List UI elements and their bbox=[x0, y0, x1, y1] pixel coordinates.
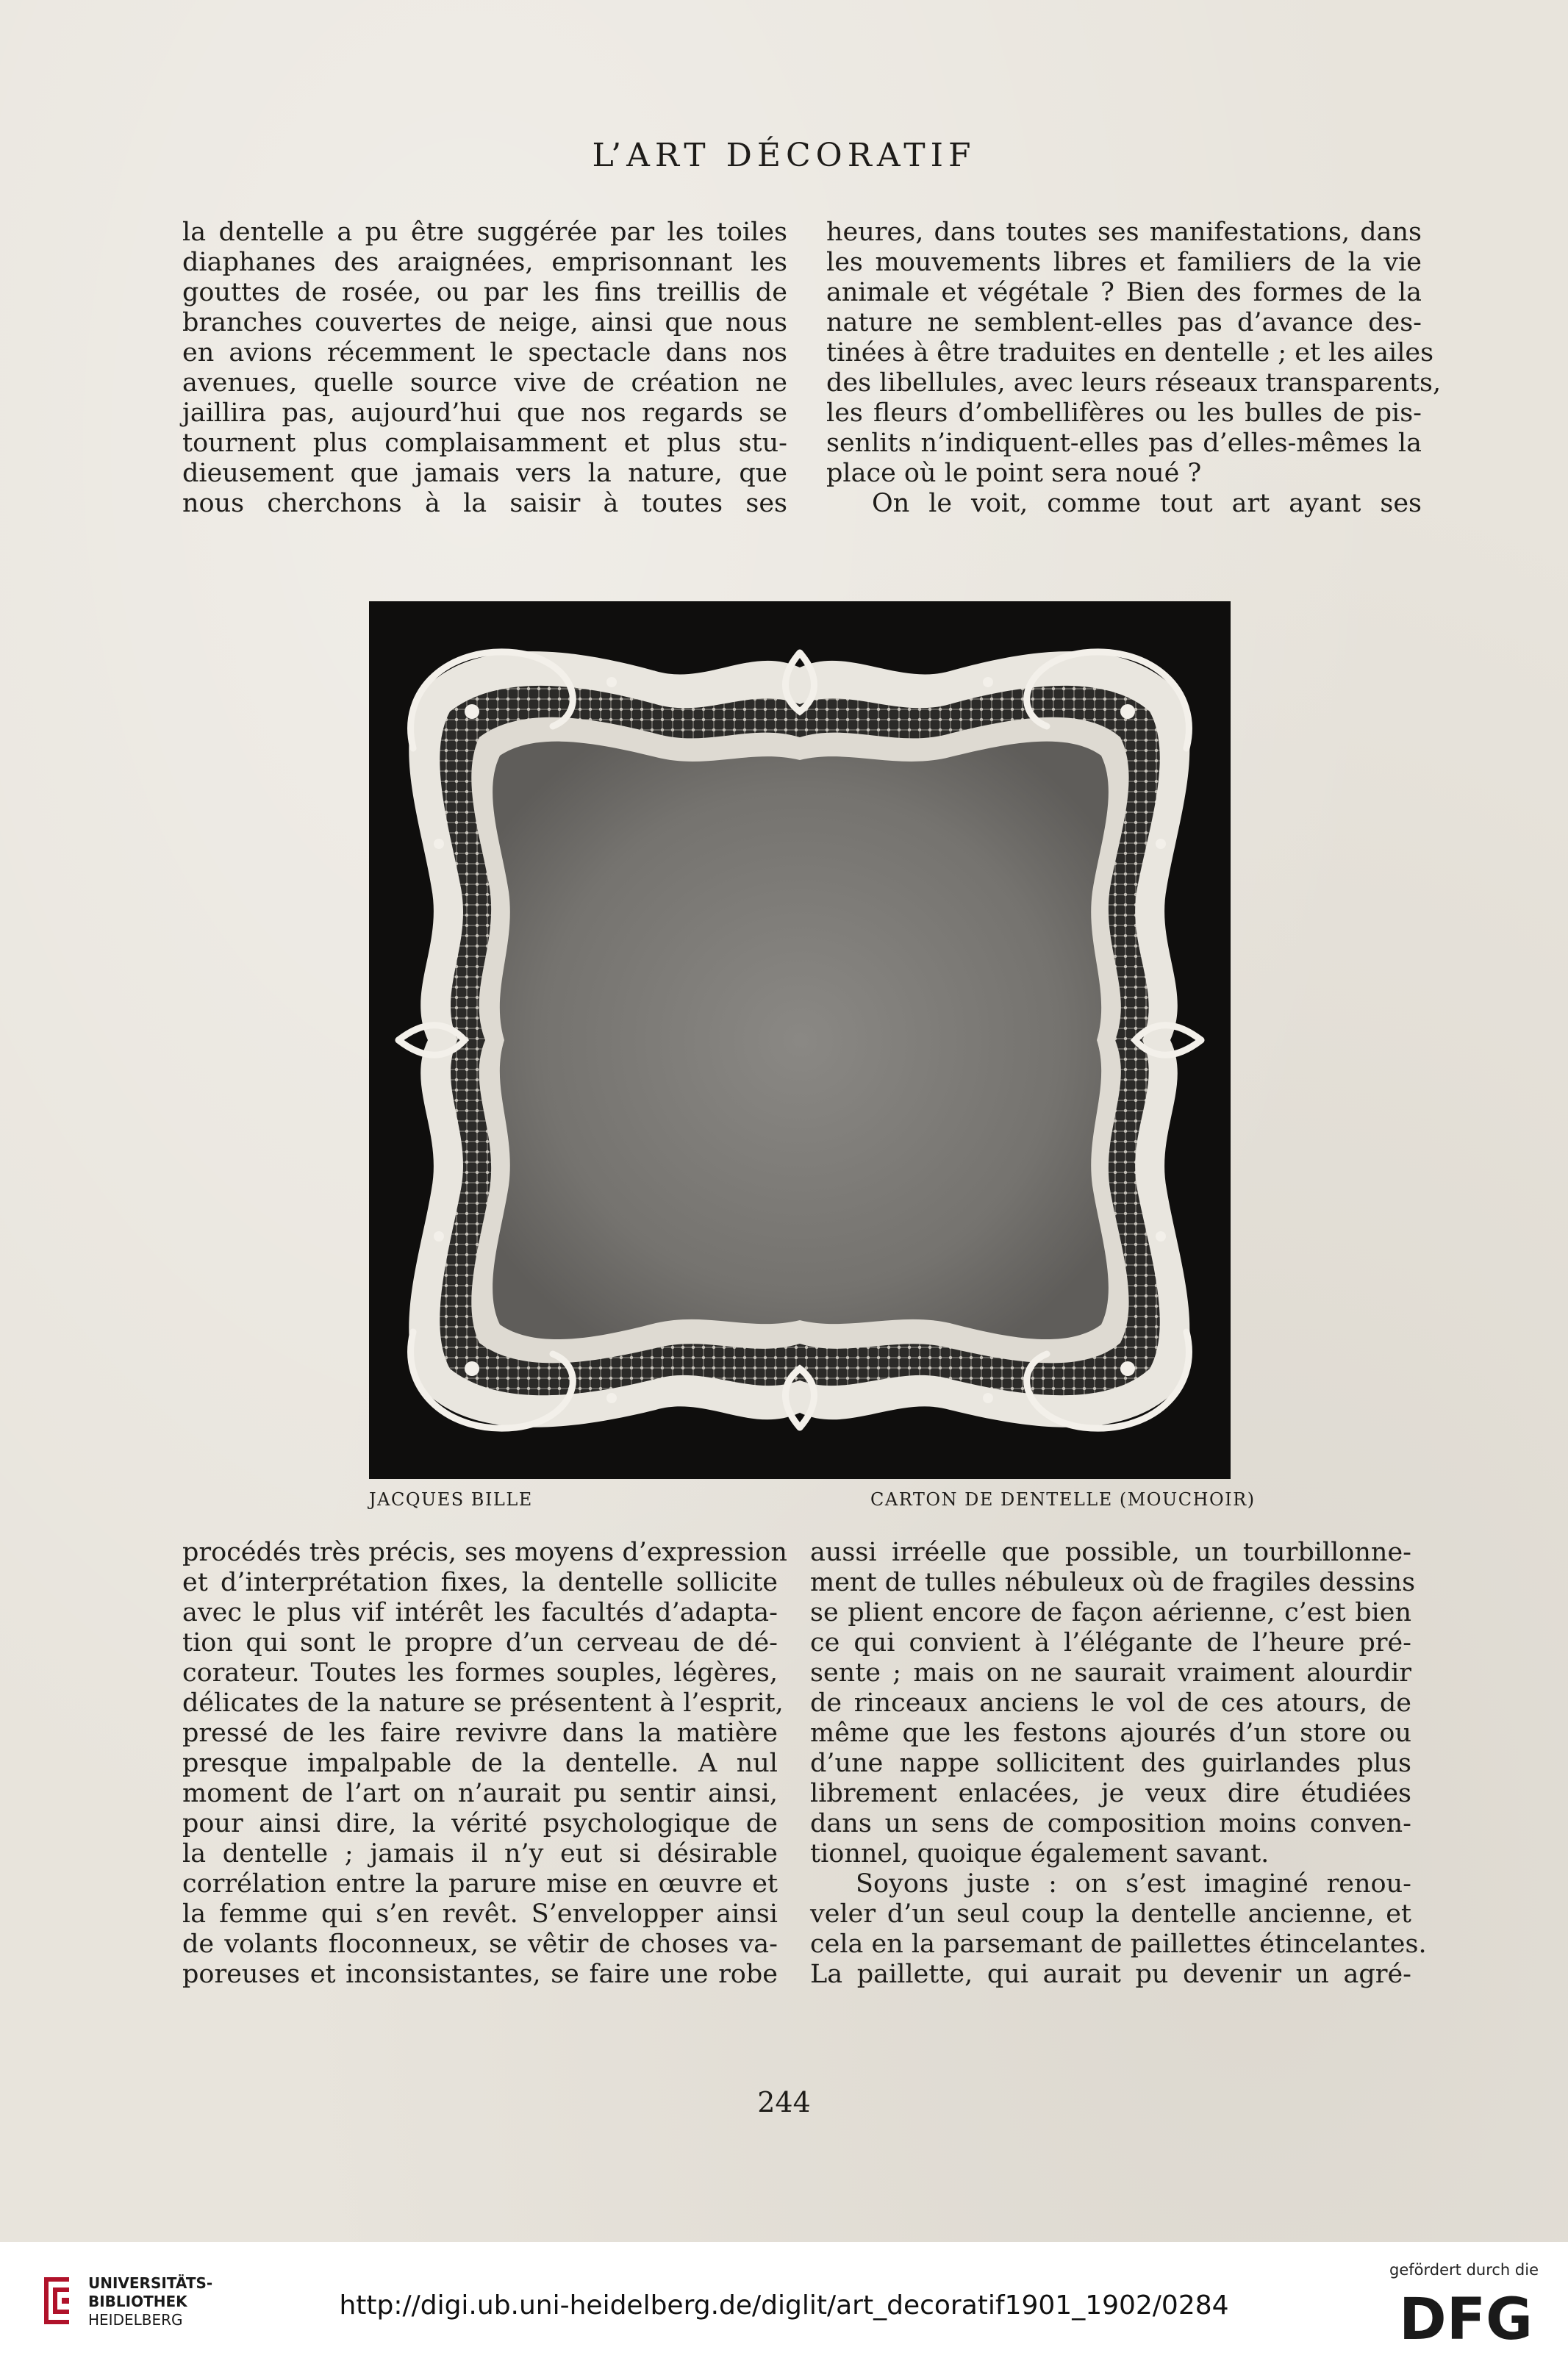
text-line: place où le point sera noué ? bbox=[826, 459, 1202, 488]
text-line: pressé de les faire revivre dans la matière bbox=[182, 1719, 778, 1748]
text-line: animale et végétale ? Bien des formes de la bbox=[826, 278, 1422, 307]
text-column-bottom-left bbox=[182, 1538, 787, 1990]
text-line: dieusement que jamais vers la nature, que bbox=[182, 459, 787, 488]
library-name-line: UNIVERSITÄTS- bbox=[88, 2274, 213, 2292]
text-line: poreuses et inconsistantes, se faire une robe bbox=[182, 1960, 778, 1989]
text-line: la dentelle a pu être suggérée par les toiles bbox=[182, 218, 787, 247]
text-line: même que les festons ajourés d’un store ou bbox=[810, 1719, 1411, 1748]
text-line: tournent plus complaisamment et plus stu- bbox=[182, 429, 787, 458]
text-column-top-right bbox=[826, 218, 1442, 519]
text-line: tinées à être traduites en dentelle ; et les ailes bbox=[826, 338, 1434, 368]
library-name-line: HEIDELBERG bbox=[88, 2311, 183, 2329]
text-line: senlits n’indiquent-elles pas d’elles-mêmes la bbox=[826, 429, 1422, 458]
text-line: procédés très précis, ses moyens d’expression bbox=[182, 1538, 787, 1567]
digitization-footer bbox=[0, 2242, 1568, 2361]
permalink-url[interactable]: http://digi.ub.uni-heidelberg.de/diglit/art_decoratif1901_1902/0284 bbox=[339, 2290, 1229, 2321]
text-line: ce qui convient à l’élégante de l’heure pré- bbox=[810, 1628, 1411, 1658]
text-line: se plient encore de façon aérienne, c’est bien bbox=[810, 1598, 1411, 1627]
text-line: tionnel, quoique également savant. bbox=[810, 1839, 1270, 1869]
text-line: jaillira pas, aujourd’hui que nos regards se bbox=[182, 398, 787, 428]
text-line: tion qui sont le propre d’un cerveau de dé- bbox=[182, 1628, 778, 1658]
text-line: corrélation entre la parure mise en œuvre et bbox=[182, 1869, 778, 1899]
text-line: librement enlacées, je veux dire étudiées bbox=[810, 1779, 1411, 1808]
text-line: délicates de la nature se présentent à l’esprit, bbox=[182, 1688, 784, 1718]
text-line: corateur. Toutes les formes souples, légères, bbox=[182, 1658, 778, 1688]
text-line: aussi irréelle que possible, un tourbillonne- bbox=[810, 1538, 1411, 1567]
lace-handkerchief-plate bbox=[369, 601, 1231, 1479]
text-column-bottom-right bbox=[810, 1538, 1427, 1990]
text-line: pour ainsi dire, la vérité psychologique de bbox=[182, 1809, 778, 1838]
text-line: et d’interprétation fixes, la dentelle sollicite bbox=[182, 1568, 778, 1597]
text-line: presque impalpable de la dentelle. A nul bbox=[182, 1749, 778, 1778]
library-name-line: BIBLIOTHEK bbox=[88, 2293, 187, 2310]
figure-caption-title: CARTON DE DENTELLE (MOUCHOIR) bbox=[870, 1489, 1256, 1510]
dfg-logo-text: DFG bbox=[1398, 2287, 1533, 2346]
text-line: gouttes de rosée, ou par les fins treillis de bbox=[182, 278, 787, 307]
funding-note: gefördert durch die bbox=[1389, 2261, 1539, 2279]
text-line: avec le plus vif intérêt les facultés d’adapta- bbox=[182, 1598, 778, 1627]
lace-border-illustration bbox=[369, 601, 1231, 1479]
text-line: nous cherchons à la saisir à toutes ses bbox=[182, 489, 787, 518]
text-line: dans un sens de composition moins conven- bbox=[810, 1809, 1411, 1838]
text-line: des libellules, avec leurs réseaux transparents, bbox=[826, 368, 1442, 398]
text-line: sente ; mais on ne saurait vraiment alourdir bbox=[810, 1658, 1411, 1688]
text-line: les fleurs d’ombellifères ou les bulles de pis- bbox=[826, 398, 1422, 428]
text-line: cela en la parsemant de paillettes étincelantes. bbox=[810, 1930, 1427, 1959]
text-line: la femme qui s’en revêt. S’envelopper ainsi bbox=[182, 1899, 778, 1929]
text-line: diaphanes des araignées, emprisonnant les bbox=[182, 248, 787, 277]
text-line: d’une nappe sollicitent des guirlandes plus bbox=[810, 1749, 1411, 1778]
text-line: ment de tulles nébuleux où de fragiles dessins bbox=[810, 1568, 1416, 1597]
page-number: 244 bbox=[757, 2086, 811, 2118]
text-line: On le voit, comme tout art ayant ses bbox=[872, 489, 1422, 518]
text-column-top-left bbox=[182, 218, 787, 519]
text-line: heures, dans toutes ses manifestations, dans bbox=[826, 218, 1422, 247]
figure-caption-artist: JACQUES BILLE bbox=[369, 1489, 533, 1510]
dfg-logo bbox=[1389, 2287, 1543, 2346]
text-line: les mouvements libres et familiers de la vie bbox=[826, 248, 1422, 277]
text-line: de volants floconneux, se vêtir de choses va- bbox=[182, 1930, 778, 1959]
running-head: L’ART DÉCORATIF bbox=[592, 137, 976, 174]
text-line: de rinceaux anciens le vol de ces atours, de bbox=[810, 1688, 1411, 1718]
text-line: en avions récemment le spectacle dans nos bbox=[182, 338, 787, 368]
text-line: branches couvertes de neige, ainsi que nous bbox=[182, 308, 787, 337]
text-line: nature ne semblent-elles pas d’avance des- bbox=[826, 308, 1422, 337]
text-line: veler d’un seul coup la dentelle ancienne, et bbox=[810, 1899, 1411, 1929]
text-line: la dentelle ; jamais il n’y eut si désirable bbox=[182, 1839, 778, 1869]
text-line: avenues, quelle source vive de création ne bbox=[182, 368, 787, 398]
text-line: moment de l’art on n’aurait pu sentir ainsi, bbox=[182, 1779, 778, 1808]
text-line: Soyons juste : on s’est imaginé renou- bbox=[856, 1869, 1411, 1899]
text-line: La paillette, qui aurait pu devenir un agré- bbox=[810, 1960, 1411, 1989]
